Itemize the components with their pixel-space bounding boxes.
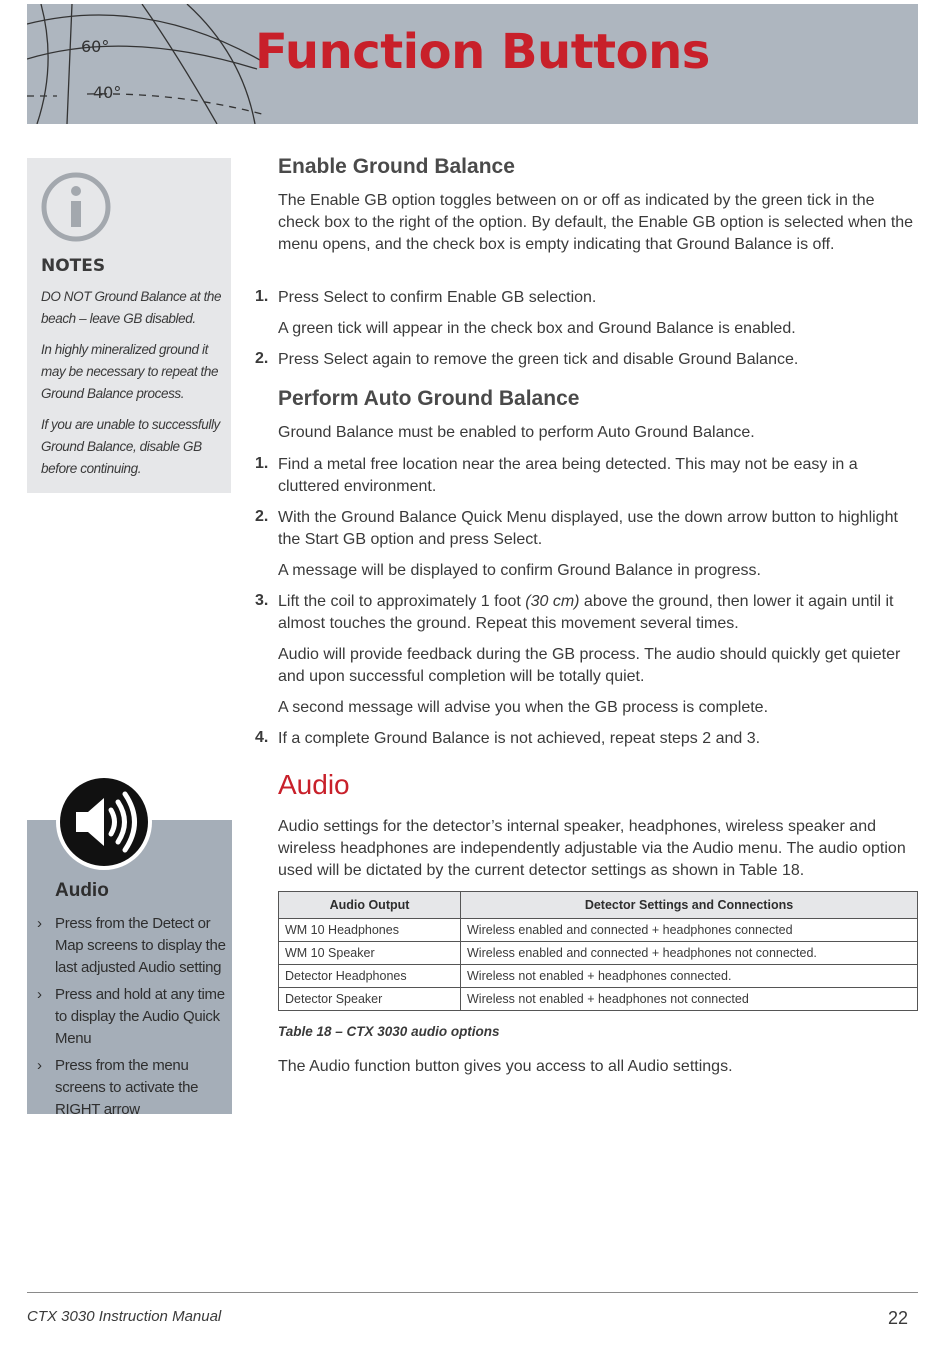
enable-gb-step-1-note: A green tick will appear in the check box and Ground Balance is enabled.	[278, 320, 796, 337]
step-number: 3.	[255, 592, 269, 609]
audio-intro: Audio settings for the detector’s internal speaker, headphones, wireless speaker and wireless headphones are independently adjustable via the Audio menu. The audio option used will be dictated by the current detector settings as shown in Table 18.	[278, 818, 906, 879]
table-cell: Detector Speaker	[279, 988, 461, 1011]
note-item: If you are unable to successfully Ground Balance, disable GB before continuing.	[41, 417, 220, 476]
table-row	[279, 965, 918, 988]
list-item: › Press from the Detect or Map screens to display the last adjusted Audio setting	[37, 915, 226, 976]
globe-label-40: 40°	[93, 83, 122, 102]
step-number: 2.	[255, 350, 269, 367]
table-row	[279, 942, 918, 965]
section-heading-auto-gb: Perform Auto Ground Balance	[278, 387, 580, 410]
chevron-right-icon: ›	[37, 986, 42, 1003]
header-banner	[27, 4, 918, 124]
speaker-icon	[54, 772, 154, 872]
chevron-right-icon: ›	[37, 915, 42, 932]
step-number: 1.	[255, 288, 269, 305]
audio-tip-heading: Audio	[55, 880, 109, 901]
note-item: In highly mineralized ground it may be necessary to repeat the Ground Balance process.	[41, 342, 219, 401]
table-cell: Wireless enabled and connected + headphones not connected.	[461, 942, 918, 965]
audio-tip-list	[35, 913, 230, 1126]
table-cell: Wireless enabled and connected + headphones connected	[461, 919, 918, 942]
enable-gb-step-1: Press Select to confirm Enable GB selection.	[278, 289, 597, 306]
footer-divider	[27, 1292, 918, 1293]
enable-gb-intro: The Enable GB option toggles between on or off as indicated by the green tick in the check box to the right of the option. By default, the Enable GB option is selected when the menu opens, and the check box is empty indicating that Ground Balance is off.	[278, 192, 914, 253]
audio-options-table	[278, 891, 918, 1011]
auto-gb-step-2-note: A message will be displayed to confirm Ground Balance in progress.	[278, 562, 761, 579]
notes-panel	[27, 158, 231, 493]
audio-closing: The Audio function button gives you access to all Audio settings.	[278, 1058, 733, 1075]
auto-gb-step-1: Find a metal free location near the area being detected. This may not be easy in a cluttered environment.	[278, 456, 858, 495]
step-number: 2.	[255, 508, 269, 525]
auto-gb-step-2: With the Ground Balance Quick Menu displayed, use the down arrow button to highlight the Start GB option and press Select.	[278, 509, 898, 548]
section-heading-audio: Audio	[278, 769, 350, 800]
table-row	[279, 988, 918, 1011]
table-cell: Detector Headphones	[279, 965, 461, 988]
notes-heading: NOTES	[41, 256, 106, 276]
column-header: Detector Settings and Connections	[461, 892, 918, 919]
table-cell: Wireless not enabled + headphones not connected	[461, 988, 918, 1011]
step-number: 4.	[255, 729, 269, 746]
globe-label-60: 60°	[81, 37, 110, 56]
table-caption: Table 18 – CTX 3030 audio options	[278, 1024, 500, 1039]
column-header: Audio Output	[279, 892, 461, 919]
auto-gb-step-3: Lift the coil to approximately 1 foot (30 cm) above the ground, then lower it again until it almost touches the ground. Repeat this movement several times.	[278, 593, 894, 632]
list-item: › Press from the menu screens to activate the RIGHT arrow	[37, 1057, 199, 1118]
auto-gb-step-4: If a complete Ground Balance is not achieved, repeat steps 2 and 3.	[278, 730, 761, 747]
step-number: 1.	[255, 455, 269, 472]
auto-gb-intro: Ground Balance must be enabled to perform Auto Ground Balance.	[278, 424, 755, 441]
section-heading-enable-gb: Enable Ground Balance	[278, 155, 515, 178]
globe-icon	[27, 4, 267, 124]
auto-gb-step-3-note-2: A second message will advise you when the GB process is complete.	[278, 699, 769, 716]
footer-manual-title: CTX 3030 Instruction Manual	[27, 1308, 222, 1325]
auto-gb-step-3-note-1: Audio will provide feedback during the GB process. The audio should quickly get quieter and upon successful completion will be totally quiet.	[278, 646, 901, 685]
list-item: › Press and hold at any time to display the Audio Quick Menu	[37, 986, 225, 1047]
table-cell: WM 10 Headphones	[279, 919, 461, 942]
table-header-row	[279, 892, 918, 919]
enable-gb-step-2: Press Select again to remove the green tick and disable Ground Balance.	[278, 351, 799, 368]
table-cell: Wireless not enabled + headphones connected.	[461, 965, 918, 988]
table-row	[279, 919, 918, 942]
page-number: 22	[888, 1308, 909, 1328]
page-title: Function Buttons	[255, 24, 710, 80]
table-cell: WM 10 Speaker	[279, 942, 461, 965]
chevron-right-icon: ›	[37, 1057, 42, 1074]
info-icon	[40, 171, 112, 243]
note-item: DO NOT Ground Balance at the beach – leave GB disabled.	[41, 289, 222, 326]
